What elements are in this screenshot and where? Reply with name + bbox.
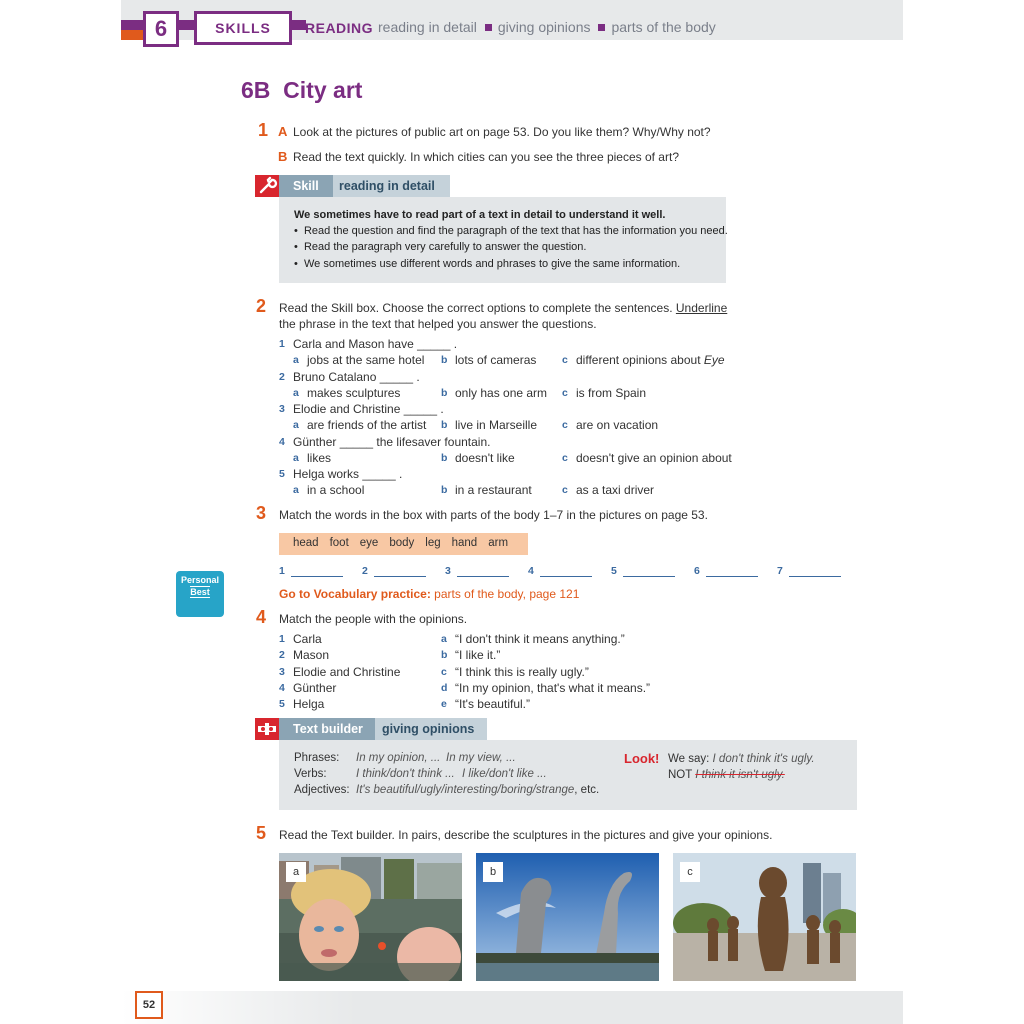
- verbs-2: I like/don't like ...: [462, 768, 547, 780]
- ex2-option-a[interactable]: in a school: [307, 483, 365, 497]
- ex4-opinion-letter: a: [441, 633, 447, 645]
- look-we-say: We say: I don't think it's ugly.: [668, 753, 815, 765]
- ex4-person: Günther: [293, 681, 337, 695]
- ex4-opinion: “I don't think it means anything.”: [455, 632, 625, 646]
- page-number: 52: [135, 991, 163, 1019]
- ex4-person: Mason: [293, 648, 330, 662]
- ex2-option-c[interactable]: are on vacation: [576, 418, 659, 432]
- ex2-item-number: 3: [279, 403, 285, 415]
- ex2-item-stem: Günther _____ the lifesaver fountain.: [293, 435, 491, 449]
- ex4-person: Helga: [293, 697, 325, 711]
- header-topics: [378, 19, 716, 35]
- ex4-opinion-letter: e: [441, 698, 447, 710]
- ex2-option-c[interactable]: is from Spain: [576, 386, 647, 400]
- ex2-option-label: a: [293, 387, 299, 399]
- ex2-item-stem: Bruno Catalano _____ .: [293, 370, 420, 384]
- photo-c-laughing-figures: [673, 853, 856, 981]
- skill-type: READING: [305, 20, 374, 36]
- ex2-option-label: a: [293, 354, 299, 366]
- word: foot: [329, 537, 349, 549]
- photo-b-label: b: [483, 862, 503, 882]
- unit-number: 6: [143, 11, 179, 47]
- ex4-opinion: “I like it.”: [455, 648, 501, 662]
- ex2-option-label: c: [562, 419, 568, 431]
- answer-blank[interactable]: 4: [528, 565, 592, 577]
- ex2-option-label: c: [562, 387, 568, 399]
- ex4-opinion-letter: c: [441, 666, 447, 678]
- ex2-item-number: 2: [279, 371, 285, 383]
- ex4-person: Elodie and Christine: [293, 665, 401, 679]
- word: head: [293, 537, 319, 549]
- photo-b-kelpies-sculpture: [476, 853, 659, 981]
- ex4-opinion: “It's beautiful.”: [455, 697, 530, 711]
- ex2-option-c[interactable]: different opinions about Eye: [576, 353, 725, 367]
- ex2-option-c[interactable]: doesn't give an opinion about: [576, 451, 732, 465]
- exercise-5-instruction: Read the Text builder. In pairs, describe the sculptures in the pictures and give your opinions.: [279, 828, 773, 842]
- exercise-4-number: 4: [256, 607, 267, 627]
- adjectives-label: Adjectives:: [294, 784, 350, 796]
- exercise-4-instruction: Match the people with the opinions.: [279, 612, 468, 626]
- word: body: [389, 537, 415, 549]
- ex2-option-label: c: [562, 484, 568, 496]
- text-builder-topic: giving opinions: [375, 718, 487, 740]
- bullet-square-icon: [485, 24, 492, 31]
- phrases-1: In my opinion, ...: [356, 752, 441, 764]
- exercise-5-number: 5: [256, 823, 267, 843]
- ex4-person-number: 3: [279, 666, 285, 678]
- ex2-option-label: b: [441, 419, 448, 431]
- skill-intro: We sometimes have to read part of a text in detail to understand it well.: [294, 209, 666, 221]
- exercise-1-number: 1: [258, 120, 269, 140]
- topic-2: giving opinions: [497, 19, 591, 35]
- bullet-square-icon: [598, 24, 605, 31]
- exercise-2-number: 2: [256, 296, 267, 316]
- skill-bullet-1: • Read the question and find the paragraph of the text that has the information you need.: [294, 225, 728, 237]
- ex2-item-stem: Carla and Mason have _____ .: [293, 337, 458, 351]
- word: eye: [359, 537, 379, 549]
- text-builder-label: Text builder: [279, 718, 375, 740]
- ex2-option-label: c: [562, 452, 568, 464]
- exercise-3-number: 3: [256, 503, 267, 523]
- verbs-1: I think/don't think ...: [356, 768, 455, 780]
- answer-blank[interactable]: 6: [694, 565, 758, 577]
- lesson-title: 6B City art: [241, 77, 363, 103]
- exercise-1b-letter: B: [278, 149, 288, 164]
- personal-best-badge: Personal Best: [176, 571, 224, 617]
- answer-blank[interactable]: 2: [362, 565, 426, 577]
- vocabulary-link[interactable]: Go to Vocabulary practice: parts of the body, page 121: [279, 587, 580, 601]
- skill-bullet-2: • Read the paragraph very carefully to answer the question.: [294, 241, 587, 253]
- exercise-1b-text: Read the text quickly. In which cities can you see the three pieces of art?: [293, 150, 679, 164]
- ex2-item-stem: Helga works _____ .: [293, 467, 403, 481]
- ex2-option-b[interactable]: doesn't like: [455, 451, 515, 465]
- verbs-label: Verbs:: [294, 768, 327, 780]
- ex2-option-b[interactable]: live in Marseille: [455, 418, 538, 432]
- ex2-option-a[interactable]: are friends of the artist: [307, 418, 427, 432]
- ex2-option-a[interactable]: makes sculptures: [307, 386, 401, 400]
- ex2-option-label: a: [293, 484, 299, 496]
- exercise-2-instruction: Read the Skill box. Choose the correct options to complete the sentences. Underline: [279, 301, 728, 315]
- phrases-2: In my view, ...: [446, 752, 516, 764]
- answer-blank[interactable]: 1: [279, 565, 343, 577]
- look-label: Look!: [624, 751, 660, 766]
- ex2-item-number: 1: [279, 338, 285, 350]
- photo-c-label: c: [680, 862, 700, 882]
- answer-blank[interactable]: 5: [611, 565, 675, 577]
- ex2-option-b[interactable]: only has one arm: [455, 386, 548, 400]
- ex2-option-a[interactable]: jobs at the same hotel: [307, 353, 425, 367]
- photo-a-label: a: [286, 862, 306, 882]
- topic-3: parts of the body: [611, 19, 716, 35]
- exercise-1a-letter: A: [278, 124, 288, 139]
- skill-box-topic: reading in detail: [333, 175, 450, 197]
- look-not: NOT I think it isn't ugly.: [668, 769, 785, 781]
- exercise-3-instruction: Match the words in the box with parts of the body 1–7 in the pictures on page 53.: [279, 508, 708, 522]
- ex2-option-label: b: [441, 484, 448, 496]
- ex2-option-label: b: [441, 452, 448, 464]
- ex4-person-number: 4: [279, 682, 285, 694]
- ex2-item-number: 5: [279, 468, 285, 480]
- skill-box-label: Skill: [279, 175, 333, 197]
- ex2-option-a[interactable]: likes: [307, 451, 332, 465]
- answer-blank[interactable]: 3: [445, 565, 509, 577]
- puzzle-icon: [255, 718, 279, 740]
- topic-1: reading in detail: [378, 19, 477, 35]
- ex4-person-number: 2: [279, 649, 285, 661]
- ex2-item-number: 4: [279, 436, 285, 448]
- ex2-option-c[interactable]: as a taxi driver: [576, 483, 655, 497]
- ex4-opinion: “I think this is really ugly.”: [455, 665, 589, 679]
- word-box-words: [293, 537, 519, 549]
- exercise-1a-text: Look at the pictures of public art on page 53. Do you like them? Why/Why not?: [293, 125, 711, 139]
- word: arm: [488, 537, 509, 549]
- ex4-person-number: 1: [279, 633, 285, 645]
- ex4-person: Carla: [293, 632, 322, 646]
- photo-a-sculpture-head-in-water: [279, 853, 462, 981]
- ex4-opinion-letter: d: [441, 682, 448, 694]
- answer-blank[interactable]: 7: [777, 565, 841, 577]
- ex4-person-number: 5: [279, 698, 285, 710]
- exercise-2-instruction-2: the phrase in the text that helped you answer the questions.: [279, 317, 597, 331]
- ex2-option-b[interactable]: lots of cameras: [455, 353, 537, 367]
- section-label: SKILLS: [194, 11, 292, 45]
- wrench-icon: [255, 175, 279, 197]
- ex2-option-b[interactable]: in a restaurant: [455, 483, 532, 497]
- ex2-option-label: b: [441, 387, 448, 399]
- ex2-option-label: b: [441, 354, 448, 366]
- adjectives-examples: It's beautiful/ugly/interesting/boring/strange, etc.: [356, 784, 600, 796]
- ex2-option-label: a: [293, 419, 299, 431]
- word: hand: [451, 537, 478, 549]
- ex2-option-label: a: [293, 452, 299, 464]
- footer-band: [121, 991, 903, 1024]
- word: leg: [425, 537, 441, 549]
- ex4-opinion: “In my opinion, that's what it means.”: [455, 681, 651, 695]
- phrases-label: Phrases:: [294, 752, 340, 764]
- ex2-item-stem: Elodie and Christine _____ .: [293, 402, 444, 416]
- ex2-option-label: c: [562, 354, 568, 366]
- skill-bullet-3: • We sometimes use different words and phrases to give the same information.: [294, 258, 681, 270]
- ex4-opinion-letter: b: [441, 649, 448, 661]
